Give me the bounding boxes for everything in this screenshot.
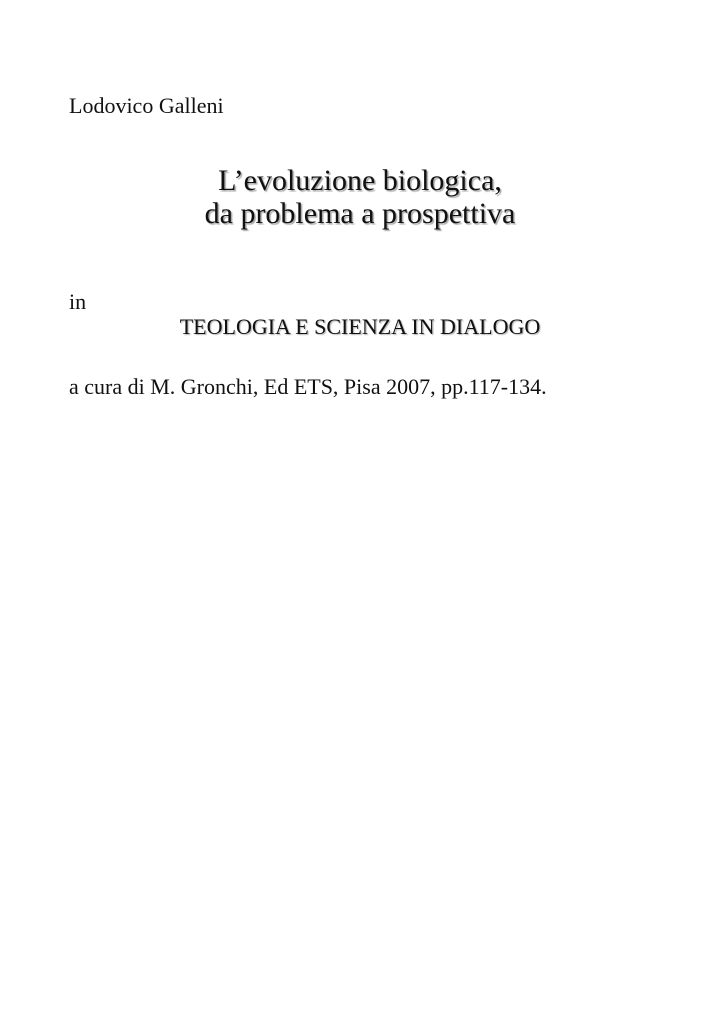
article-title <box>0 164 724 230</box>
in-label: in <box>69 289 87 314</box>
article-title-line-1: L’evoluzione biologica, <box>218 164 502 197</box>
author-name: Lodovico Galleni <box>69 93 224 118</box>
book-title-text: TEOLOGIA E SCIENZA IN DIALOGO <box>179 314 541 339</box>
article-title-line-2: da problema a prospettiva <box>204 197 516 230</box>
citation: a cura di M. Gronchi, Ed ETS, Pisa 2007, pp.117-134. <box>69 374 547 399</box>
book-title <box>0 314 724 340</box>
